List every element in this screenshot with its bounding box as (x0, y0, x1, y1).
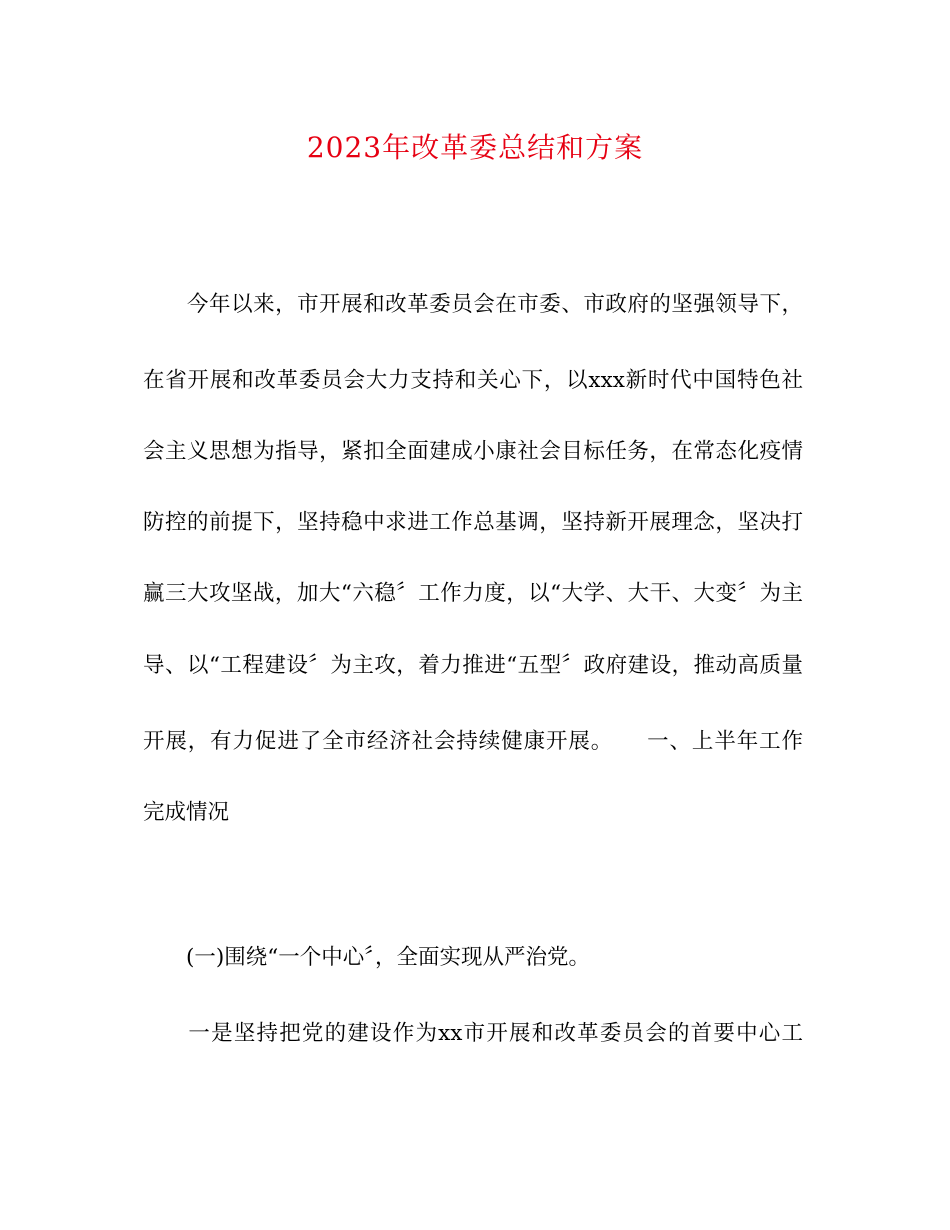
paragraph-line: 今年以来，市开展和改革委员会在市委、市政府的坚强领导下， (143, 292, 803, 317)
paragraph-line: 一是坚持把党的建设作为xx市开展和改革委员会的首要中心工 (143, 1021, 803, 1046)
paragraph-line: 完成情况 (143, 800, 230, 825)
paragraph-line: 开展，有力促进了全市经济社会持续健康开展。 一、上半年工作 (143, 729, 803, 754)
section-heading: (一)围绕“一个中心〞，全面实现从严治党。 (143, 945, 591, 970)
paragraph-line: 赢三大攻坚战，加大“六稳〞工作力度，以“大学、大干、大变〞为主 (143, 581, 803, 606)
paragraph-line: 在省开展和改革委员会大力支持和关心下，以xxx新时代中国特色社 (143, 368, 803, 393)
document-title: 2023年改革委总结和方案 (306, 131, 644, 164)
paragraph-line: 会主义思想为指导，紧扣全面建成小康社会目标任务，在常态化疫情 (143, 439, 803, 464)
paragraph-line: 防控的前提下，坚持稳中求进工作总基调，坚持新开展理念，坚决打 (143, 510, 803, 535)
paragraph-line: 导、以“工程建设〞为主攻，着力推进“五型〞政府建设，推动高质量 (143, 653, 803, 678)
